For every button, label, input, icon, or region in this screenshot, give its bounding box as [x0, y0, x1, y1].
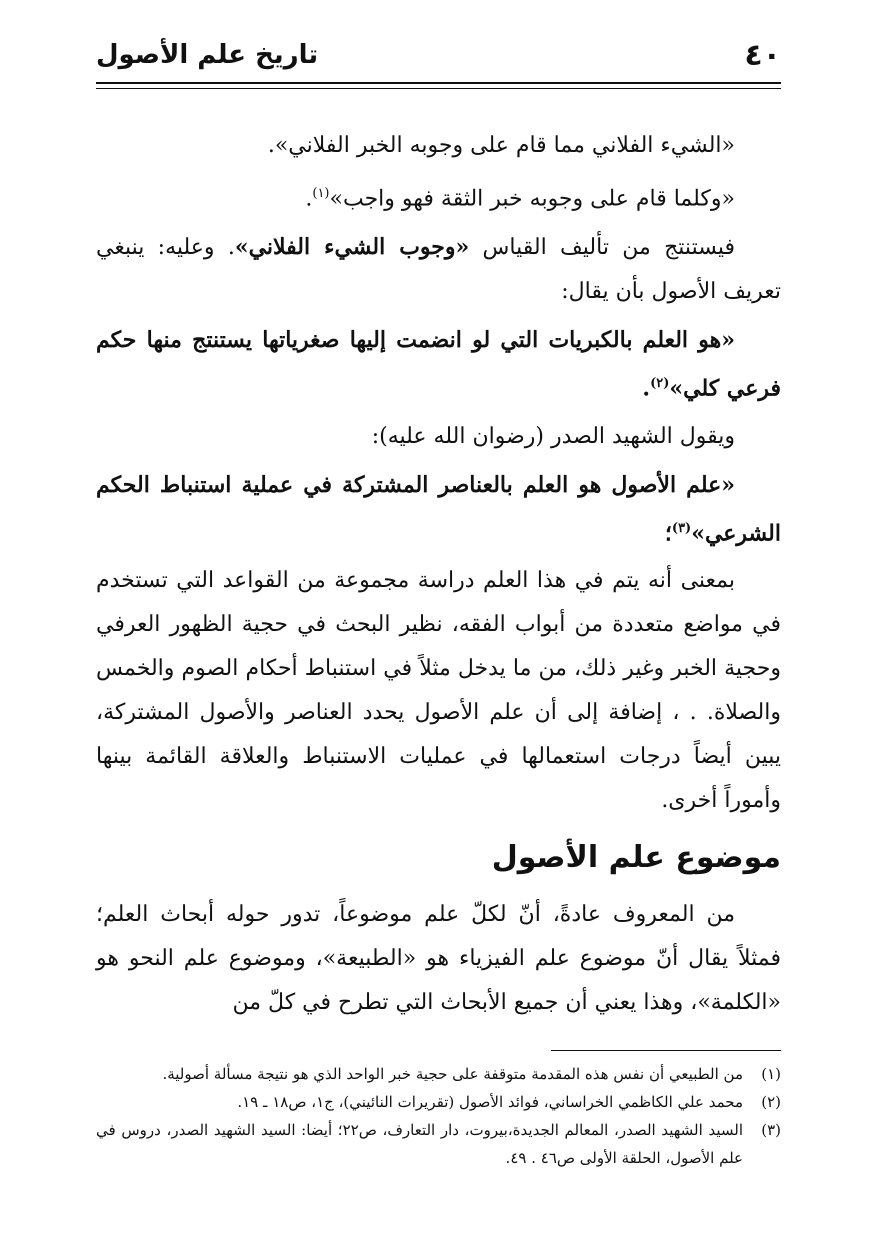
footnote-ref-2: (٢) [650, 376, 670, 392]
definition-1: «هو العلم بالكبريات التي لو انضمت إليها صغرياتها يستنتج منها حكم فرعي كلي»$^{(٢)}$. [96, 327, 781, 402]
footnote-ref-1: (١) [312, 186, 330, 201]
footnote-2 [96, 1088, 781, 1116]
conclusion-paragraph: فيستنتج من تأليف القياس «وجوب الشيء الفلاني». وعليه: ينبغي تعريف الأصول بأن يقال: [96, 234, 781, 305]
footnote-number: (٢) [761, 1093, 781, 1111]
header-rule-thin [96, 88, 781, 89]
footnote-text: من الطبيعي أن نفس هذه المقدمة متوقفة على حجية خبر الواحد الذي هو نتيجة مسألة أصولية. [162, 1065, 743, 1083]
footnotes [96, 1060, 781, 1172]
footnote-separator [551, 1050, 781, 1051]
premise-line-1: «الشيء الفلاني مما قام على وجوبه الخبر الفلاني». [267, 133, 735, 158]
footnote-ref-3: (٣) [671, 520, 692, 536]
explanation-paragraph: بمعنى أنه يتم في هذا العلم دراسة مجموعة من القواعد التي تستخدم في مواضع متعددة من أبواب الفقه، نظير البحث في حجية الظهور العرفي وحجية الخبر وغير ذلك، من ما يدخل مثلاً في استنباط أحكام الصوم والخمس والصلاة. . ، إضافة إلى أن علم الأصول يحدد العناصر والأصول المشتركة، يبين أيضاً درجات استعمالها في عمليات الاستنباط والعلاقة القائمة بينها وأموراً أخرى. [96, 567, 781, 813]
martyr-intro: ويقول الشهيد الصدر (رضوان الله عليه): [371, 423, 735, 449]
footnote-3 [96, 1116, 781, 1172]
footnote-number: (٣) [761, 1121, 781, 1139]
definition-2: «علم الأصول هو العلم بالعناصر المشتركة في عملية استنباط الحكم الشرعي»$^{(٣)}$؛ [96, 471, 781, 546]
conclusion-bold: «وجوب الشيء الفلاني» [234, 234, 470, 261]
footnote-number: (١) [761, 1065, 781, 1083]
subject-paragraph: من المعروف عادةً، أنّ لكلّ علم موضوعاً، تدور حوله أبحاث العلم؛ فمثلاً يقال أنّ موضوع علم الفيزياء هو «الطبيعة»، وموضوع علم النحو هو «الكلمة»، وهذا يعني أن جميع الأبحاث التي تطرح في كلّ من [96, 901, 781, 1015]
header-rule-thick [96, 82, 781, 84]
main-text [96, 124, 781, 1029]
footnote-1 [96, 1060, 781, 1088]
page-number: ٤٠ [744, 37, 781, 73]
running-title: تاريخ علم الأصول [96, 40, 319, 70]
premise-line-2: «وكلما قام على وجوبه خبر الثقة فهو واجب»$^{(١)}$. [305, 186, 735, 212]
footnote-text: السيد الشهيد الصدر، المعالم الجديدة،بيروت، دار التعارف، ص٢٢؛ أيضا: السيد الشهيد الصدر، دروس في علم الأصول، الحلقة الأولى ص٤٦ . ٤٩. [96, 1121, 743, 1167]
section-heading: موضوع علم الأصول [491, 839, 781, 875]
footnote-text: محمد علي الكاظمي الخراساني، فوائد الأصول (تقريرات النائيني)، ج١، ص١٨ ـ ١٩. [237, 1093, 743, 1111]
page-header [96, 30, 781, 80]
